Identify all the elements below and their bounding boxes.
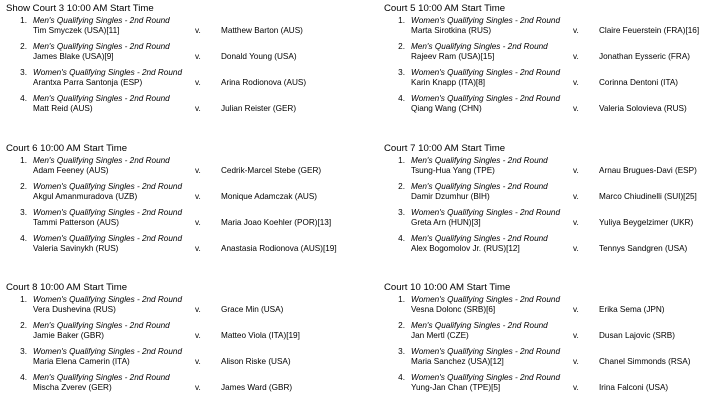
player-two: Erika Sema (JPN) <box>599 305 665 314</box>
player-two: Marco Chiudinelli (SUI)[25] <box>599 192 697 201</box>
court-block <box>384 282 723 399</box>
player-one: Maria Sanchez (USA)[12] <box>411 357 504 366</box>
court-title: Court 10 10:00 AM Start Time <box>384 282 511 293</box>
player-one: Yung-Jan Chan (TPE)[5] <box>411 383 501 392</box>
match-number: 3. <box>20 208 27 217</box>
match-round: Men's Qualifying Singles - 2nd Round <box>33 321 170 330</box>
match-row <box>6 16 356 42</box>
match-number: 1. <box>398 16 405 25</box>
match-round: Men's Qualifying Singles - 2nd Round <box>411 42 548 51</box>
versus-label: v. <box>195 244 201 253</box>
player-two: Anastasia Rodionova (AUS)[19] <box>221 244 337 253</box>
match-row <box>6 42 356 68</box>
match-number: 3. <box>398 68 405 77</box>
match-round: Women's Qualifying Singles - 2nd Round <box>411 373 561 382</box>
match-round: Women's Qualifying Singles - 2nd Round <box>411 347 561 356</box>
versus-label: v. <box>573 26 579 35</box>
match-row <box>6 182 356 208</box>
match-row <box>6 94 356 120</box>
player-two: Arnau Brugues-Davi (ESP) <box>599 166 697 175</box>
match-number: 4. <box>20 94 27 103</box>
versus-label: v. <box>195 357 201 366</box>
match-row <box>384 16 723 42</box>
match-round: Women's Qualifying Singles - 2nd Round <box>33 68 183 77</box>
player-one: Rajeev Ram (USA)[15] <box>411 52 495 61</box>
player-one: Vera Dushevina (RUS) <box>33 305 116 314</box>
court-title: Show Court 3 10:00 AM Start Time <box>6 3 154 14</box>
match-row <box>6 321 356 347</box>
match-round: Men's Qualifying Singles - 2nd Round <box>33 156 170 165</box>
court-title: Court 7 10:00 AM Start Time <box>384 143 506 154</box>
player-two: Alison Riske (USA) <box>221 357 291 366</box>
player-one: Alex Bogomolov Jr. (RUS)[12] <box>411 244 520 253</box>
player-two: Corinna Dentoni (ITA) <box>599 78 679 87</box>
player-one: Matt Reid (AUS) <box>33 104 93 113</box>
match-number: 4. <box>398 373 405 382</box>
match-number: 2. <box>20 42 27 51</box>
versus-label: v. <box>195 192 201 201</box>
match-round: Women's Qualifying Singles - 2nd Round <box>33 234 183 243</box>
match-row <box>6 295 356 321</box>
player-two: James Ward (GBR) <box>221 383 293 392</box>
versus-label: v. <box>573 218 579 227</box>
versus-label: v. <box>195 218 201 227</box>
court-block <box>384 143 723 260</box>
player-one: Adam Feeney (AUS) <box>33 166 109 175</box>
match-round: Women's Qualifying Singles - 2nd Round <box>411 208 561 217</box>
player-two: Julian Reister (GER) <box>221 104 297 113</box>
versus-label: v. <box>573 357 579 366</box>
player-two: Jonathan Eysseric (FRA) <box>599 52 691 61</box>
match-row <box>384 182 723 208</box>
versus-label: v. <box>573 104 579 113</box>
match-row <box>6 373 356 399</box>
player-one: Vesna Dolonc (SRB)[6] <box>411 305 496 314</box>
player-one: Qiang Wang (CHN) <box>411 104 482 113</box>
court-title: Court 8 10:00 AM Start Time <box>6 282 128 293</box>
player-two: Monique Adamczak (AUS) <box>221 192 318 201</box>
match-number: 2. <box>398 321 405 330</box>
versus-label: v. <box>195 383 201 392</box>
player-one: Tim Smyczek (USA)[11] <box>33 26 120 35</box>
match-row <box>384 42 723 68</box>
match-row <box>6 234 356 260</box>
match-round: Women's Qualifying Singles - 2nd Round <box>33 347 183 356</box>
versus-label: v. <box>573 383 579 392</box>
player-one: Marta Sirotkina (RUS) <box>411 26 492 35</box>
versus-label: v. <box>195 305 201 314</box>
versus-label: v. <box>573 166 579 175</box>
match-number: 3. <box>398 347 405 356</box>
match-round: Men's Qualifying Singles - 2nd Round <box>411 234 548 243</box>
match-round: Men's Qualifying Singles - 2nd Round <box>33 16 170 25</box>
versus-label: v. <box>195 166 201 175</box>
match-round: Women's Qualifying Singles - 2nd Round <box>411 295 561 304</box>
match-number: 2. <box>398 182 405 191</box>
match-round: Men's Qualifying Singles - 2nd Round <box>33 94 170 103</box>
match-number: 3. <box>20 68 27 77</box>
match-round: Men's Qualifying Singles - 2nd Round <box>411 156 548 165</box>
match-row <box>6 68 356 94</box>
player-two: Matteo Viola (ITA)[19] <box>221 331 300 340</box>
match-number: 1. <box>20 16 27 25</box>
match-round: Men's Qualifying Singles - 2nd Round <box>33 373 170 382</box>
player-two: Dusan Lajovic (SRB) <box>599 331 675 340</box>
player-two: Arina Rodionova (AUS) <box>221 78 307 87</box>
match-round: Men's Qualifying Singles - 2nd Round <box>411 321 548 330</box>
versus-label: v. <box>195 331 201 340</box>
player-one: Jamie Baker (GBR) <box>33 331 104 340</box>
player-one: Tsung-Hua Yang (TPE) <box>411 166 495 175</box>
match-row <box>384 373 723 399</box>
match-round: Women's Qualifying Singles - 2nd Round <box>33 182 183 191</box>
player-one: Valeria Savinykh (RUS) <box>33 244 119 253</box>
match-row <box>384 208 723 234</box>
player-two: Donald Young (USA) <box>221 52 297 61</box>
match-number: 3. <box>20 347 27 356</box>
player-one: Damir Dzumhur (BIH) <box>411 192 490 201</box>
match-row <box>384 347 723 373</box>
match-row <box>384 234 723 260</box>
match-row <box>384 68 723 94</box>
versus-label: v. <box>195 52 201 61</box>
player-two: Claire Feuerstein (FRA)[16] <box>599 26 700 35</box>
match-number: 2. <box>20 182 27 191</box>
match-number: 4. <box>20 373 27 382</box>
match-row <box>384 295 723 321</box>
court-block <box>384 3 723 120</box>
versus-label: v. <box>195 104 201 113</box>
match-row <box>384 321 723 347</box>
player-two: Maria Joao Koehler (POR)[13] <box>221 218 332 227</box>
player-two: Matthew Barton (AUS) <box>221 26 303 35</box>
court-block <box>6 143 356 260</box>
court-block <box>6 282 356 399</box>
match-row <box>6 156 356 182</box>
versus-label: v. <box>573 305 579 314</box>
versus-label: v. <box>573 192 579 201</box>
player-two: Irina Falconi (USA) <box>599 383 669 392</box>
match-number: 4. <box>20 234 27 243</box>
match-row <box>384 94 723 120</box>
match-number: 2. <box>20 321 27 330</box>
player-one: Maria Elena Camerin (ITA) <box>33 357 130 366</box>
player-one: James Blake (USA)[9] <box>33 52 114 61</box>
player-two: Tennys Sandgren (USA) <box>599 244 688 253</box>
player-two: Valeria Solovieva (RUS) <box>599 104 687 113</box>
player-two: Grace Min (USA) <box>221 305 284 314</box>
match-number: 2. <box>398 42 405 51</box>
match-number: 1. <box>20 156 27 165</box>
match-round: Women's Qualifying Singles - 2nd Round <box>411 68 561 77</box>
versus-label: v. <box>573 52 579 61</box>
player-one: Mischa Zverev (GER) <box>33 383 112 392</box>
match-number: 1. <box>398 295 405 304</box>
match-number: 4. <box>398 94 405 103</box>
match-number: 1. <box>398 156 405 165</box>
player-one: Arantxa Parra Santonja (ESP) <box>33 78 143 87</box>
match-row <box>384 156 723 182</box>
match-round: Women's Qualifying Singles - 2nd Round <box>411 94 561 103</box>
match-row <box>6 347 356 373</box>
court-title: Court 5 10:00 AM Start Time <box>384 3 506 14</box>
match-round: Women's Qualifying Singles - 2nd Round <box>33 208 183 217</box>
match-number: 1. <box>20 295 27 304</box>
player-two: Yuliya Beygelzimer (UKR) <box>599 218 694 227</box>
player-two: Cedrik-Marcel Stebe (GER) <box>221 166 322 175</box>
versus-label: v. <box>195 26 201 35</box>
match-number: 4. <box>398 234 405 243</box>
match-number: 3. <box>398 208 405 217</box>
match-round: Women's Qualifying Singles - 2nd Round <box>33 295 183 304</box>
match-round: Men's Qualifying Singles - 2nd Round <box>33 42 170 51</box>
match-row <box>6 208 356 234</box>
player-one: Greta Arn (HUN)[3] <box>411 218 481 227</box>
versus-label: v. <box>573 78 579 87</box>
versus-label: v. <box>195 78 201 87</box>
versus-label: v. <box>573 244 579 253</box>
player-one: Akgul Amanmuradova (UZB) <box>33 192 138 201</box>
court-block <box>6 3 356 120</box>
match-round: Men's Qualifying Singles - 2nd Round <box>411 182 548 191</box>
match-round: Women's Qualifying Singles - 2nd Round <box>411 16 561 25</box>
versus-label: v. <box>573 331 579 340</box>
player-one: Tammi Patterson (AUS) <box>33 218 119 227</box>
player-one: Jan Mertl (CZE) <box>411 331 469 340</box>
player-two: Chanel Simmonds (RSA) <box>599 357 691 366</box>
player-one: Karin Knapp (ITA)[8] <box>411 78 486 87</box>
court-title: Court 6 10:00 AM Start Time <box>6 143 128 154</box>
